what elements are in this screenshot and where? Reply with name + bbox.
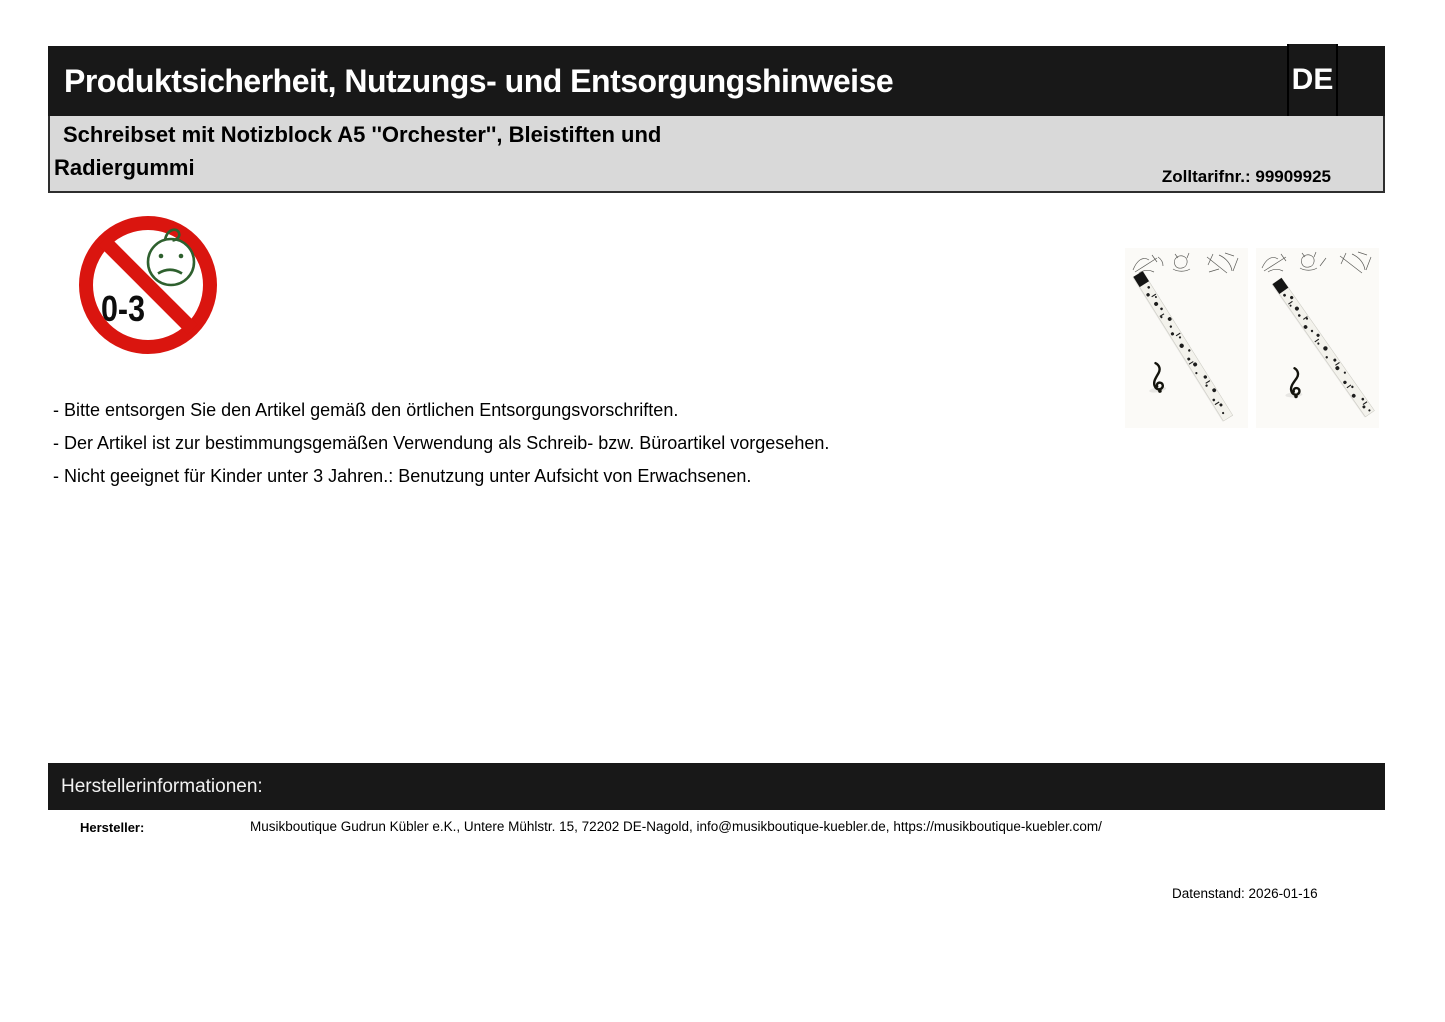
product-photo-right <box>1256 248 1379 428</box>
safety-notes <box>53 394 829 493</box>
product-subheader <box>48 116 1385 193</box>
manufacturer-label: Hersteller: <box>80 820 145 835</box>
note-line: - Bitte entsorgen Sie den Artikel gemäß den örtlichen Entsorgungsvorschriften. <box>53 400 679 420</box>
tariff-number: Zolltarifnr.: 99909925 <box>1161 167 1331 186</box>
manufacturer-header-bar <box>48 763 1385 810</box>
manufacturer-details: Musikboutique Gudrun Kübler e.K., Untere Mühlstr. 15, 72202 DE-Nagold, info@musikboutique-kuebler.de, https://musikboutique-kuebler.com/ <box>250 819 1102 834</box>
header-bar <box>48 46 1385 116</box>
note-line: - Der Artikel ist zur bestimmungsgemäßen Verwendung als Schreib- bzw. Büroartikel vorgesehen. <box>53 433 830 453</box>
product-photo-left <box>1125 248 1248 428</box>
product-name-line1: Schreibset mit Notizblock A5 ''Orchester'', Bleistiften und <box>63 122 662 147</box>
language-badge: DE <box>1287 44 1338 116</box>
data-status-text: Datenstand: 2026-01-16 <box>1172 886 1318 901</box>
no-children-0-3-icon <box>77 214 219 356</box>
manufacturer-heading: Herstellerinformationen: <box>61 775 263 797</box>
product-name-line2: Radiergummi <box>54 155 195 180</box>
note-line: - Nicht geeignet für Kinder unter 3 Jahren.: Benutzung unter Aufsicht von Erwachsenen. <box>53 466 752 486</box>
page-title: Produktsicherheit, Nutzungs- und Entsorgungshinweise <box>64 63 894 99</box>
age-range-label: 0-3 <box>101 288 145 329</box>
